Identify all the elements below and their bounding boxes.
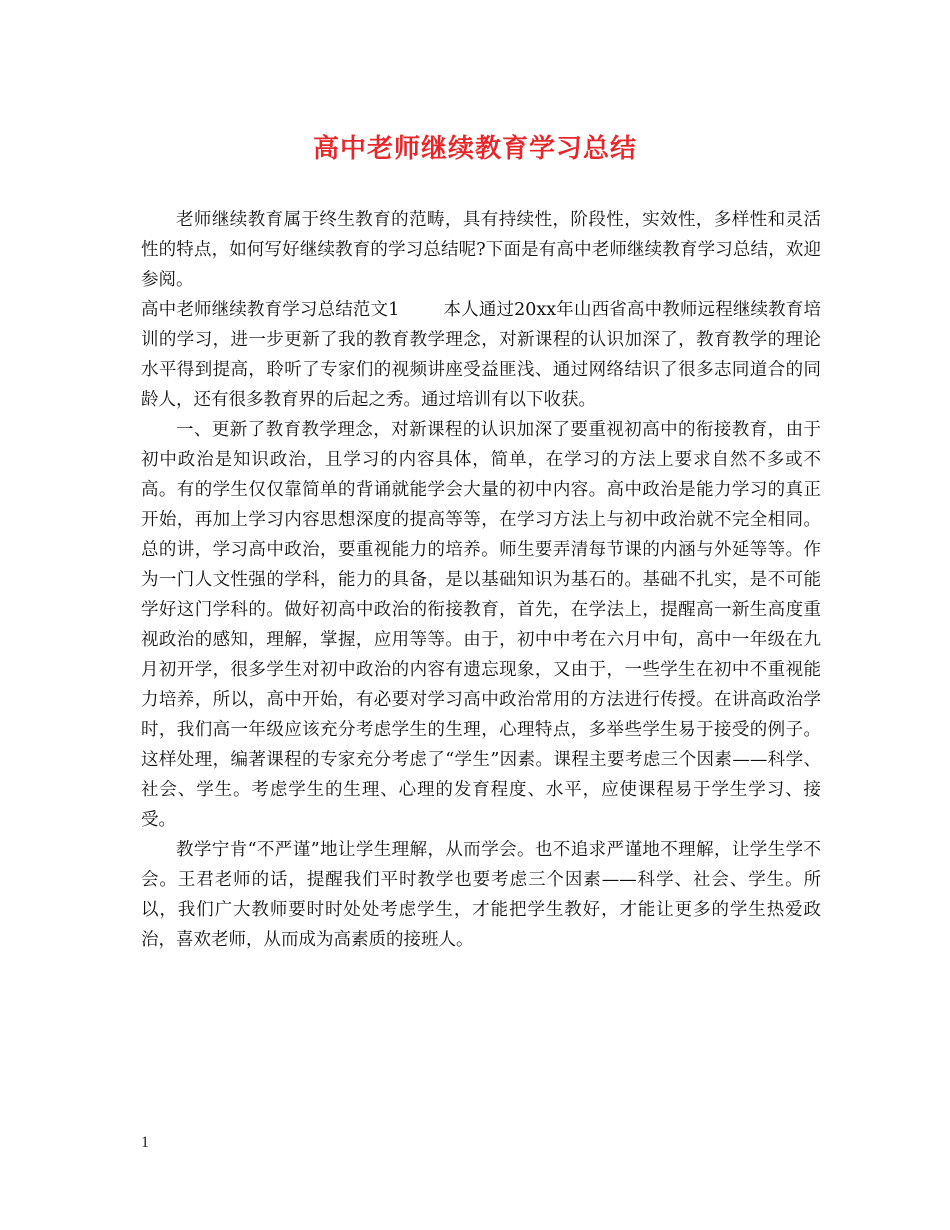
intro-paragraph: 老师继续教育属于终生教育的范畴，具有持续性，阶段性，实效性，多样性和灵活性的特点，如何写好继续教育的学习总结呢?下面是有高中老师继续教育学习总结，欢迎参阅。 xyxy=(141,210,821,290)
body-paragraph-1: 本人通过20xx年山西省高中教师远程继续教育培训的学习，进一步更新了我的教育教学理念，对新课程的认识加深了，教育教学的理论水平得到提高，聆听了专家们的视频讲座受益匪浅、通过网络结识了很多志同道合的同龄人，还有很多教育界的后起之秀。通过培训有以下收获。 xyxy=(141,300,821,410)
section-paragraph xyxy=(141,295,821,415)
body-paragraph-2: 一、更新了教育教学理念，对新课程的认识加深了要重视初高中的衔接教育，由于初中政治是知识政治，且学习的内容具体，简单，在学习的方法上要求自然不多或不高。有的学生仅仅靠简单的背诵就能学会大量的初中内容。高中政治是能力学习的真正开始，再加上学习内容思想深度的提高等等，在学习方法上与初中政治就不完全相同。总的讲，学习高中政治，要重视能力的培养。师生要弄清每节课的内涵与外延等等。作为一门人文性强的学科，能力的具备，是以基础知识为基石的。基础不扎实，是不可能学好这门学科的。做好初高中政治的衔接教育，首先，在学法上，提醒高一新生高度重视政治的感知，理解，掌握，应用等等。由于，初中中考在六月中旬，高中一年级在九月初开学，很多学生对初中政治的内容有遗忘现象，又由于，一些学生在初中不重视能力培养，所以，高中开始，有必要对学习高中政治常用的方法进行传授。在讲高政治学时，我们高一年级应该充分考虑学生的生理，心理特点，多举些学生易于接受的例子。这样处理，编著课程的专家充分考虑了“学生”因素。课程主要考虑三个因素——科学、社会、学生。考虑学生的生理、心理的发育程度、水平，应使课程易于学生学习、接受。 xyxy=(141,420,821,830)
section-heading: 高中老师继续教育学习总结范文1 xyxy=(141,300,400,320)
document-body xyxy=(141,205,821,955)
page-number: 1 xyxy=(141,1134,149,1151)
document-title: 高中老师继续教育学习总结 xyxy=(312,134,637,164)
body-paragraph-3: 教学宁肯“不严谨”地让学生理解，从而学会。也不追求严谨地不理解，让学生学不会。王君老师的话，提醒我们平时教学也要考虑三个因素——科学、社会、学生。所以，我们广大教师要时时处处考虑学生，才能把学生教好，才能让更多的学生热爱政治，喜欢老师，从而成为高素质的接班人。 xyxy=(141,840,821,950)
